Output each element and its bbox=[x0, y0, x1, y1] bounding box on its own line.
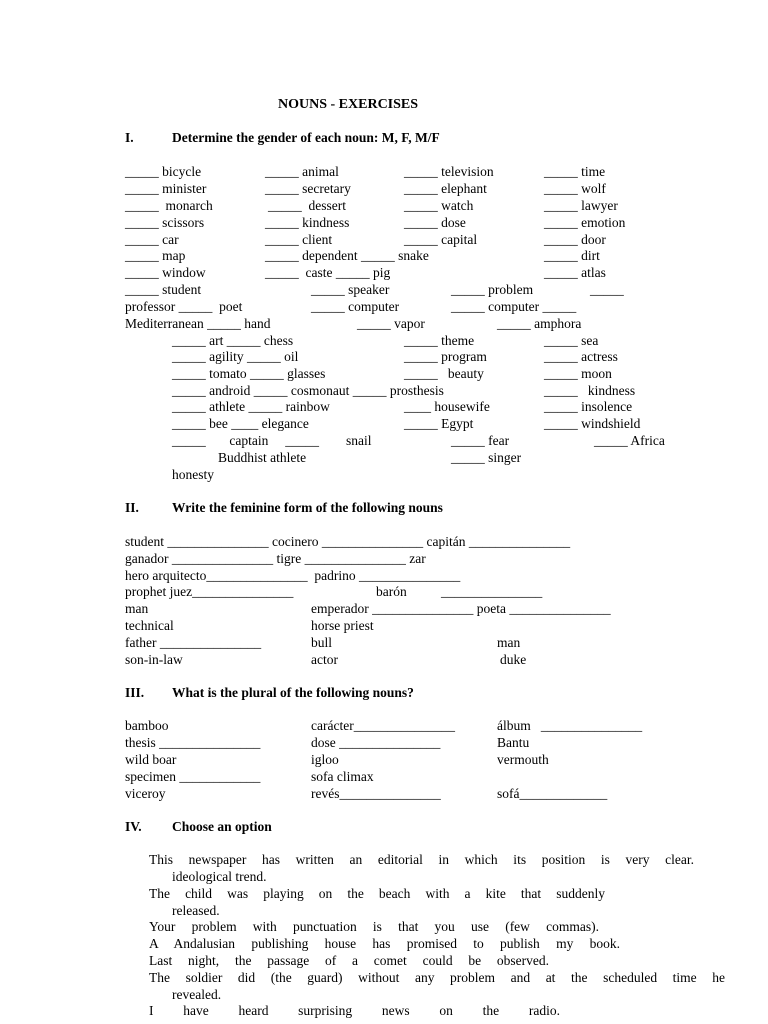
s2-item: father _______________ bbox=[125, 635, 262, 650]
s1-item: _____ tomato _____ glasses bbox=[172, 366, 326, 381]
s1-item: _____ television bbox=[404, 164, 494, 179]
s3-item: revés_______________ bbox=[311, 786, 441, 801]
s1-item: _____ actress bbox=[544, 349, 618, 364]
section-4-number: IV. bbox=[125, 819, 142, 834]
s1-item: _____ dependent _____ snake bbox=[265, 248, 429, 263]
s1-item: _____ theme bbox=[404, 333, 475, 348]
s3-item: igloo bbox=[311, 752, 339, 767]
s1-item: _____ Africa bbox=[594, 433, 665, 448]
s1-item: _____ capital bbox=[404, 232, 478, 247]
s1-item: _____ speaker bbox=[311, 282, 390, 297]
page-title: NOUNS - EXERCISES bbox=[278, 97, 419, 112]
s1-item: _____ wolf bbox=[544, 181, 606, 196]
s1-item: _____ android _____ cosmonaut _____ prosthesis bbox=[172, 383, 444, 398]
s3-item: sofa climax bbox=[311, 769, 374, 784]
s1-item: _____ time bbox=[544, 164, 606, 179]
s1-item: _____ Egypt bbox=[404, 416, 474, 431]
s1-item: _____ sea bbox=[544, 333, 599, 348]
s1-item: honesty bbox=[172, 467, 214, 482]
s1-item: _____ student bbox=[125, 282, 202, 297]
s1-item: _____ secretary bbox=[265, 181, 351, 196]
s3-item: Bantu bbox=[497, 735, 530, 750]
s1-item: _____ emotion bbox=[544, 215, 626, 230]
s4-line: Last night, the passage of a comet could be observed. bbox=[149, 953, 549, 968]
s1-item: _____ kindness bbox=[265, 215, 350, 230]
s4-line: released. bbox=[172, 903, 220, 918]
s1-item: _____ dessert bbox=[268, 198, 346, 213]
section-2-number: II. bbox=[125, 500, 139, 515]
s1-item: _____ beauty bbox=[404, 366, 484, 381]
s2-item: man bbox=[497, 635, 521, 650]
s1-item: _____ monarch bbox=[125, 198, 213, 213]
section-3-heading: What is the plural of the following nouns? bbox=[172, 685, 414, 700]
s1-item: _____ amphora bbox=[497, 316, 582, 331]
s3-item: dose _______________ bbox=[311, 735, 441, 750]
s2-item: horse priest bbox=[311, 618, 374, 633]
s4-line: The soldier did (the guard) without any problem and at the scheduled time he bbox=[149, 970, 725, 985]
s1-item: professor _____ poet bbox=[125, 299, 243, 314]
s4-line: revealed. bbox=[172, 987, 222, 1002]
s1-item: _____ insolence bbox=[544, 399, 633, 414]
s1-item: _____ lawyer bbox=[544, 198, 618, 213]
s1-item: _____ fear bbox=[451, 433, 510, 448]
s4-line: A Andalusian publishing house has promised to publish my book. bbox=[149, 936, 620, 951]
s3-item: wild boar bbox=[125, 752, 177, 767]
s1-item: Mediterranean _____ hand bbox=[125, 316, 271, 331]
section-1-heading: Determine the gender of each noun: M, F, M/F bbox=[172, 130, 440, 145]
s1-item: _____ problem bbox=[451, 282, 534, 297]
s1-item: ____ housewife bbox=[404, 399, 490, 414]
s1-item: _____ atlas bbox=[544, 265, 606, 280]
s1-item: _____ athlete _____ rainbow bbox=[172, 399, 330, 414]
s1-item: Buddhist athlete bbox=[218, 450, 307, 465]
section-2-heading: Write the feminine form of the following nouns bbox=[172, 500, 443, 515]
s3-item: thesis _______________ bbox=[125, 735, 261, 750]
section-4-heading: Choose an option bbox=[172, 819, 272, 834]
s2-item: son-in-law bbox=[125, 652, 183, 667]
s1-item: _____ singer bbox=[451, 450, 522, 465]
s1-item: _____ bicycle bbox=[125, 164, 202, 179]
s4-line: I have heard surprising news on the radio. bbox=[149, 1003, 560, 1018]
s1-item: _____ watch bbox=[404, 198, 474, 213]
s2-item: ganador _______________ tigre _______________ zar bbox=[125, 551, 426, 566]
s4-line: This newspaper has written an editorial in which its position is very clear. bbox=[149, 852, 694, 867]
s1-item: _____ minister bbox=[125, 181, 207, 196]
s2-item: duke bbox=[500, 652, 527, 667]
s3-item: vermouth bbox=[497, 752, 549, 767]
s1-item: _____ captain _____ snail bbox=[172, 433, 372, 448]
s1-item: _____ art _____ chess bbox=[172, 333, 294, 348]
s2-item: emperador _______________ poeta _______________ bbox=[311, 601, 611, 616]
s3-item: álbum _______________ bbox=[497, 718, 643, 733]
s2-item: technical bbox=[125, 618, 174, 633]
s2-item: actor bbox=[311, 652, 338, 667]
s3-item: bamboo bbox=[125, 718, 169, 733]
s1-item: _____ elephant bbox=[404, 181, 487, 196]
s1-item: _____ program bbox=[404, 349, 487, 364]
s1-item: _____ scissors bbox=[125, 215, 205, 230]
s1-item: _____ map bbox=[125, 248, 186, 263]
s2-item: prophet juez_______________ bbox=[125, 584, 294, 599]
s1-item: _____ client bbox=[265, 232, 333, 247]
s1-item: _____ windshield bbox=[544, 416, 641, 431]
s1-item: _____ window bbox=[125, 265, 206, 280]
s1-item: _____ caste _____ pig bbox=[265, 265, 391, 280]
s4-line: ideological trend. bbox=[172, 869, 267, 884]
s3-item: specimen ____________ bbox=[125, 769, 261, 784]
s1-item: _____ agility _____ oil bbox=[172, 349, 299, 364]
s3-item: sofá_____________ bbox=[497, 786, 608, 801]
s1-item: _____ bbox=[590, 282, 624, 297]
s1-item: _____ door bbox=[544, 232, 606, 247]
s1-item: _____ computer bbox=[311, 299, 400, 314]
s1-item: _____ animal bbox=[265, 164, 339, 179]
s1-item: _____ moon bbox=[544, 366, 612, 381]
s4-line: Your problem with punctuation is that you use (few commas). bbox=[149, 919, 599, 934]
s2-item: student _______________ cocinero _______________ capitán _______________ bbox=[125, 534, 571, 549]
s1-item: _____ car bbox=[125, 232, 179, 247]
s1-item: _____ computer _____ bbox=[451, 299, 577, 314]
s1-item: _____ kindness bbox=[544, 383, 636, 398]
s1-item: _____ bee ____ elegance bbox=[172, 416, 309, 431]
section-3-number: III. bbox=[125, 685, 145, 700]
s3-item: carácter_______________ bbox=[311, 718, 455, 733]
s2-item: barón bbox=[376, 584, 407, 599]
s4-line: The child was playing on the beach with a kite that suddenly bbox=[149, 886, 605, 901]
section-1-number: I. bbox=[125, 130, 134, 145]
s1-item: _____ dirt bbox=[544, 248, 600, 263]
s1-item: _____ vapor bbox=[357, 316, 425, 331]
s2-item: man bbox=[125, 601, 149, 616]
s2-item: _______________ bbox=[441, 584, 543, 599]
s2-item: hero arquitecto_______________ padrino _______________ bbox=[125, 568, 461, 583]
s1-item: _____ dose bbox=[404, 215, 466, 230]
s3-item: viceroy bbox=[125, 786, 166, 801]
s2-item: bull bbox=[311, 635, 333, 650]
